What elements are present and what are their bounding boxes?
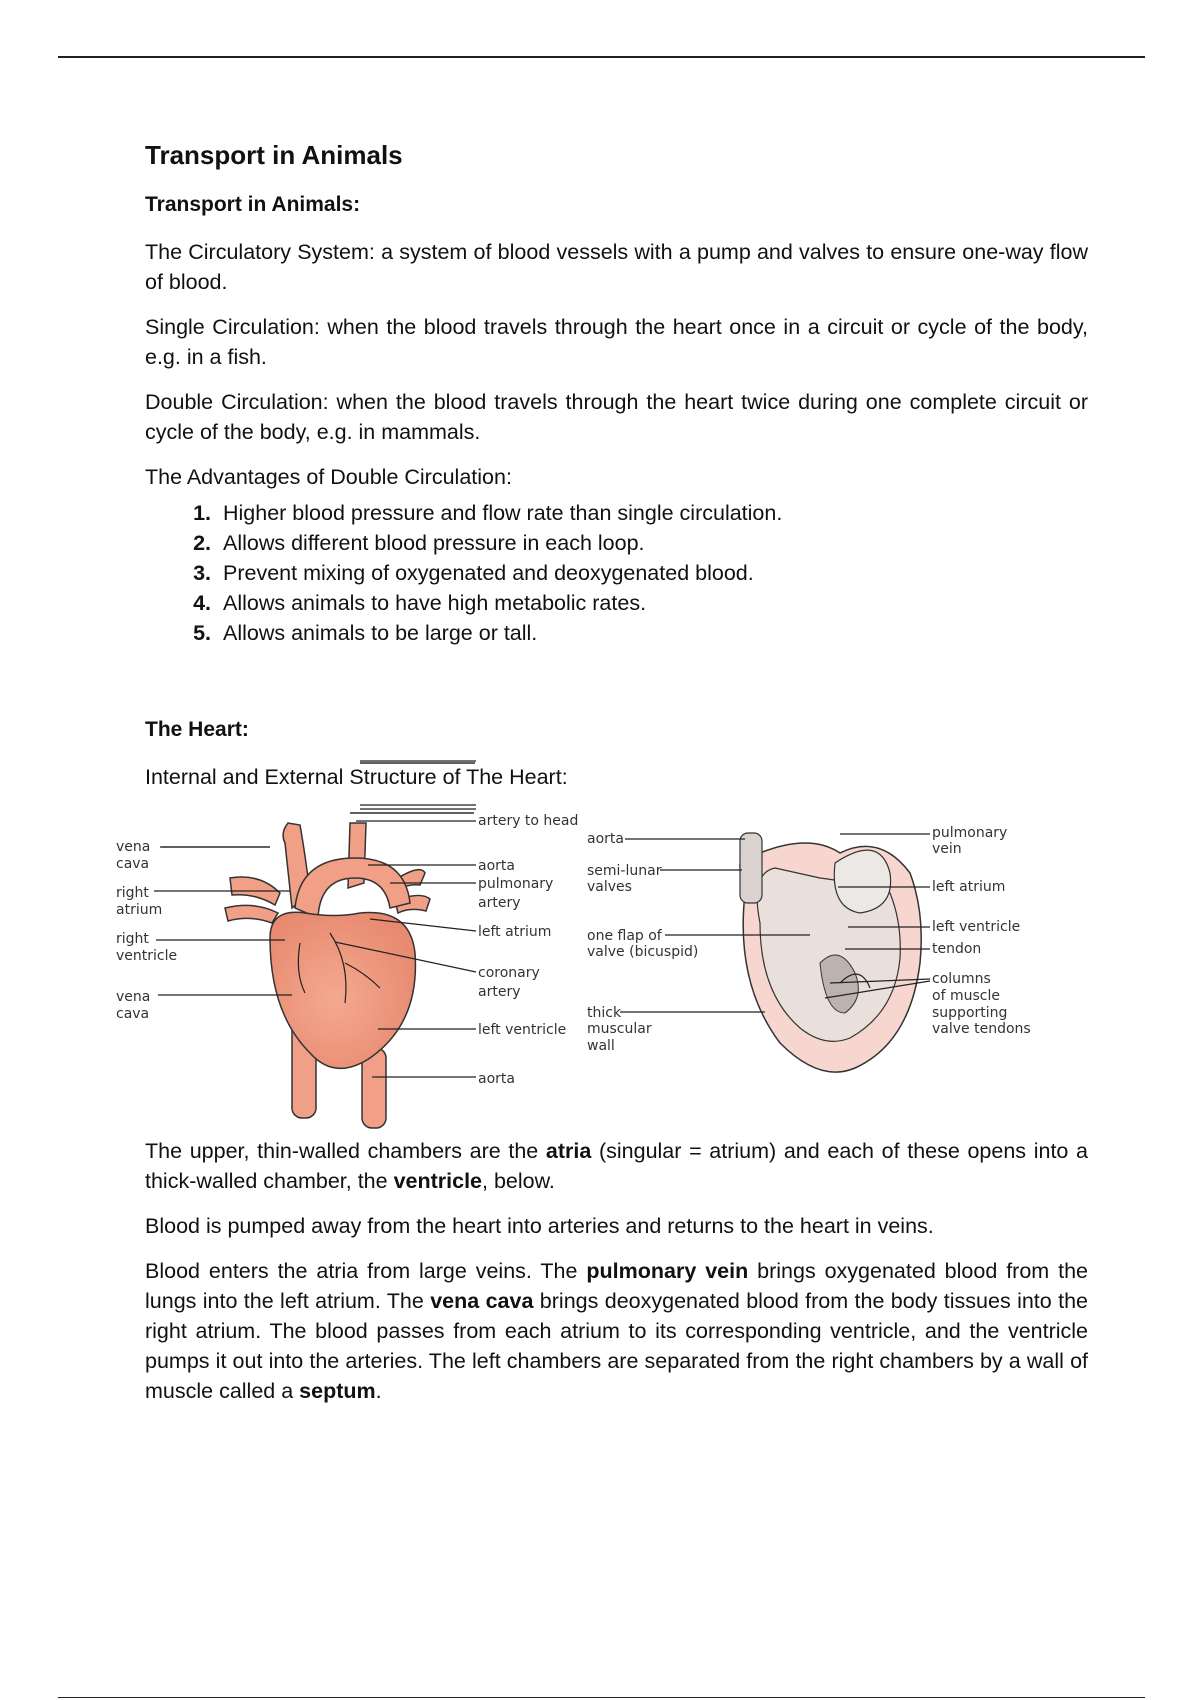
label-pulmonary-artery: pulmonary bbox=[478, 876, 554, 892]
label-int-columns-2: of muscle bbox=[932, 988, 1000, 1004]
header-rule bbox=[58, 56, 1145, 58]
label-artery-to-head: artery to head bbox=[478, 813, 579, 829]
label-int-flap: one flap of bbox=[587, 928, 662, 944]
heart-diagrams bbox=[116, 813, 1120, 1133]
paragraph-advantages-heading: The Advantages of Double Circulation: bbox=[145, 465, 512, 489]
label-int-pulmonary-vein: pulmonary bbox=[932, 825, 1008, 841]
label-right-atrium-2: atrium bbox=[116, 902, 163, 918]
label-int-tendon: tendon bbox=[932, 941, 982, 957]
label-vena-cava-bottom: vena bbox=[116, 989, 151, 1005]
label-coronary-artery: coronary bbox=[478, 965, 540, 981]
paragraph-atria: The upper, thin-walled chambers are the atria (singular = atrium) and each of these opens into a thick-walled chamber, the ventricle, below. bbox=[145, 1139, 1088, 1193]
label-int-pulmonary-vein-2: vein bbox=[932, 841, 962, 857]
internal-heart-illustration bbox=[740, 833, 921, 1072]
label-int-columns-4: valve tendons bbox=[932, 1021, 1031, 1037]
section-subtitle: Transport in Animals: bbox=[145, 193, 361, 216]
page-title: Transport in Animals bbox=[145, 140, 403, 170]
label-aorta-top: aorta bbox=[478, 858, 515, 874]
label-vena-cava-top-2: cava bbox=[116, 856, 150, 872]
paragraph-arteries-veins: Blood is pumped away from the heart into arteries and returns to the heart in veins. bbox=[145, 1214, 934, 1238]
label-int-left-ventricle: left ventricle bbox=[932, 919, 1021, 935]
label-vena-cava-top: vena bbox=[116, 839, 151, 855]
internal-heart-right-text bbox=[932, 825, 1031, 1037]
internal-heart-left-text bbox=[587, 831, 698, 1054]
list-item: 2. Allows different blood pressure in each loop. bbox=[217, 528, 1088, 558]
label-int-left-atrium: left atrium bbox=[932, 879, 1006, 895]
list-item: 1. Higher blood pressure and flow rate than single circulation. bbox=[217, 498, 1088, 528]
label-int-semilunar-2: valves bbox=[587, 879, 632, 895]
label-left-ventricle: left ventricle bbox=[478, 1022, 567, 1038]
label-right-ventricle: right bbox=[116, 931, 149, 947]
list-item: 5. Allows animals to be large or tall. bbox=[217, 618, 1088, 648]
label-int-thick: thick bbox=[587, 1005, 622, 1021]
heart-heading: The Heart: bbox=[145, 718, 249, 741]
label-int-thick-3: wall bbox=[587, 1038, 615, 1054]
label-int-thick-2: muscular bbox=[587, 1021, 652, 1037]
heart-diagram-svg bbox=[116, 813, 1120, 1133]
label-int-aorta: aorta bbox=[587, 831, 624, 847]
paragraph-single-circulation: Single Circulation: when the blood travels through the heart once in a circuit or cycle of the body, e.g. in a fish. bbox=[145, 315, 1088, 369]
label-right-atrium: right bbox=[116, 885, 149, 901]
label-coronary-artery-2: artery bbox=[478, 984, 521, 1000]
label-pulmonary-artery-2: artery bbox=[478, 895, 521, 911]
advantages-list bbox=[145, 498, 1088, 648]
label-aorta-bottom: aorta bbox=[478, 1071, 515, 1087]
external-right-text bbox=[478, 813, 578, 1087]
label-int-columns-3: supporting bbox=[932, 1005, 1008, 1021]
label-right-ventricle-2: ventricle bbox=[116, 948, 178, 964]
heart-explanation bbox=[145, 1136, 1088, 1421]
paragraph-double-circulation: Double Circulation: when the blood travels through the heart twice during one complete circuit or cycle of the body, e.g. in mammals. bbox=[145, 390, 1088, 444]
paragraph-blood-flow: Blood enters the atria from large veins. The pulmonary vein brings oxygenated blood from the lungs into the left atrium. The vena cava brings deoxygenated blood from the body tissues into the right atrium. The blood passes from each atrium to its corresponding ventricle, and the ventricle pumps it out into the arteries. The left chambers are separated from the right chambers by a wall of muscle called a septum. bbox=[145, 1259, 1088, 1403]
main-content bbox=[145, 140, 1088, 807]
label-int-flap-2: valve (bicuspid) bbox=[587, 944, 699, 960]
label-left-atrium: left atrium bbox=[478, 924, 552, 940]
paragraph-circulatory-system: The Circulatory System: a system of blood vessels with a pump and valves to ensure one-way flow of blood. bbox=[145, 240, 1088, 294]
label-int-columns: columns bbox=[932, 971, 991, 987]
label-int-semilunar: semi-lunar bbox=[587, 863, 662, 879]
heart-intro: Internal and External Structure of The Heart: bbox=[145, 765, 568, 789]
list-item: 4. Allows animals to have high metabolic rates. bbox=[217, 588, 1088, 618]
label-vena-cava-bottom-2: cava bbox=[116, 1006, 150, 1022]
footer-rule bbox=[58, 1697, 1145, 1698]
external-heart-illustration bbox=[225, 823, 430, 1128]
list-item: 3. Prevent mixing of oxygenated and deoxygenated blood. bbox=[217, 558, 1088, 588]
